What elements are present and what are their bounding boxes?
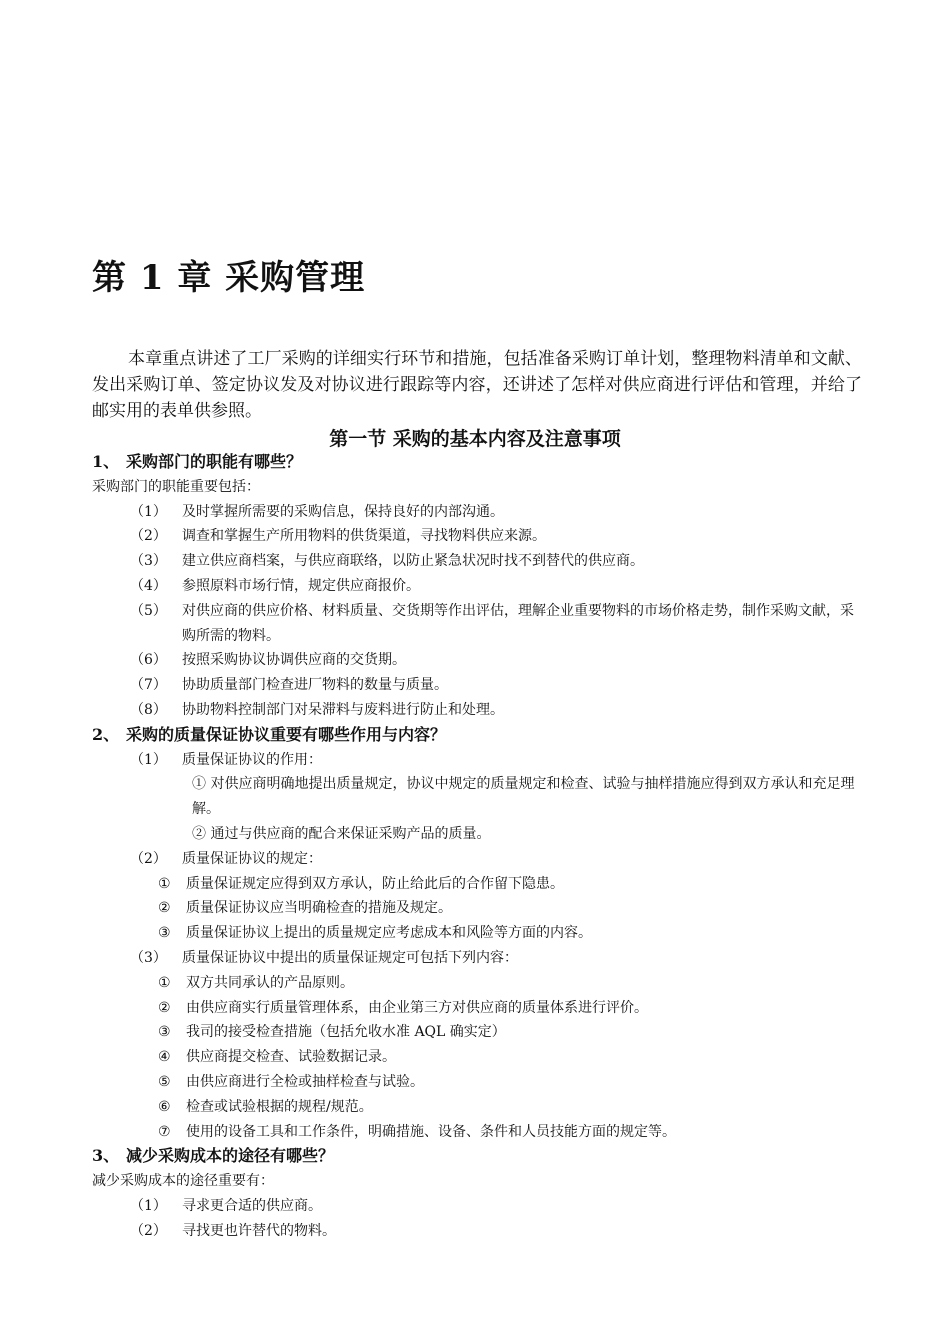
question-3-heading <box>92 1144 862 1169</box>
list-item <box>92 500 862 525</box>
list-item <box>92 698 862 723</box>
sub-item <box>92 1095 862 1120</box>
item-number: （1） <box>130 503 167 520</box>
sub-item <box>92 1070 862 1095</box>
sub-item <box>92 971 862 996</box>
item-number: （3） <box>130 949 167 966</box>
chapter-title: 第 1 章 采购管理 <box>92 258 366 298</box>
item-number: （2） <box>130 1222 167 1239</box>
item-text: 建立供应商档案，与供应商联络，以防止紧急状况时找不到替代的供应商。 <box>182 553 644 570</box>
item-number: （7） <box>130 677 167 694</box>
question-title: 采购部门的职能有哪些？ <box>126 452 303 471</box>
item-text: 参照原料市场行情，规定供应商报价。 <box>182 577 420 594</box>
sub-item <box>92 1020 862 1045</box>
sub-item-number: ② <box>158 999 171 1016</box>
item-number: （8） <box>130 701 167 718</box>
sub-item <box>92 822 862 847</box>
item-number: （5） <box>130 602 167 619</box>
sub-item-text: ② 通过与供应商的配合来保证采购产品的质量。 <box>192 825 491 842</box>
list-item <box>92 549 862 574</box>
sub-item <box>92 896 862 921</box>
section-content <box>92 450 862 1244</box>
sub-item-text: ① 对供应商明确地提出质量规定，协议中规定的质量规定和检查、试验与抽样措施应得到双方承认和充足理解。 <box>192 776 855 818</box>
sub-item <box>92 996 862 1021</box>
list-item <box>92 946 862 971</box>
sub-item-text: 供应商提交检查、试验数据记录。 <box>186 1049 396 1066</box>
item-text: 调查和掌握生产所用物料的供货渠道，寻找物料供应来源。 <box>182 528 546 545</box>
section-title: 第一节 采购的基本内容及注意事项 <box>329 428 621 450</box>
question-2-heading <box>92 723 862 748</box>
sub-item-number: ⑤ <box>158 1073 171 1090</box>
item-text: 按照采购协议协调供应商的交货期。 <box>182 652 406 669</box>
list-item <box>92 599 862 649</box>
sub-item <box>92 772 862 822</box>
sub-item <box>92 921 862 946</box>
sub-item <box>92 1120 862 1145</box>
sub-item-text: 质量保证协议上提出的质量规定应考虑成本和风险等方面的内容。 <box>186 925 592 942</box>
question-number: 1、 <box>92 452 120 471</box>
item-text: 对供应商的供应价格、材料质量、交货期等作出评估，理解企业重要物料的市场价格走势，制作采购文献，采购所需的物料。 <box>182 602 854 644</box>
list-item <box>92 574 862 599</box>
list-item <box>92 673 862 698</box>
item-number: （4） <box>130 577 167 594</box>
item-number: （1） <box>130 1197 167 1214</box>
sub-item-number: ① <box>158 875 171 892</box>
question-1-lead: 采购部门的职能重要包括： <box>92 478 260 495</box>
list-item <box>92 748 862 773</box>
question-title: 采购的质量保证协议重要有哪些作用与内容？ <box>126 724 447 744</box>
sub-item-text: 由供应商实行质量管理体系，由企业第三方对供应商的质量体系进行评价。 <box>186 999 648 1016</box>
item-text: 协助物料控制部门对呆滞料与废料进行防止和处理。 <box>182 701 504 718</box>
question-3-lead: 减少采购成本的途径重要有： <box>92 1173 274 1190</box>
item-text: 协助质量部门检查进厂物料的数量与质量。 <box>182 677 448 694</box>
sub-item <box>92 872 862 897</box>
question-number: 2、 <box>92 724 120 744</box>
chapter-intro: 本章重点讲述了工厂采购的详细实行环节和措施，包括准备采购订单计划，整理物料清单和文献、发出采购订单、签定协议发及对协议进行跟踪等内容，还讲述了怎样对供应商进行评估和管理，并给了邮实用的表单供参照。 <box>92 349 862 421</box>
sub-item-number: ① <box>158 974 171 991</box>
question-number: 3、 <box>92 1146 120 1166</box>
sub-item-text: 质量保证规定应得到双方承认，防止给此后的合作留下隐患。 <box>186 875 564 892</box>
sub-item-text: 由供应商进行全检或抽样检查与试验。 <box>186 1073 424 1090</box>
sub-item-number: ④ <box>158 1049 171 1066</box>
sub-item-number: ③ <box>158 1024 171 1041</box>
list-item <box>92 648 862 673</box>
sub-item-text: 我司的接受检查措施（包括允收水准 AQL 确实定） <box>186 1024 506 1041</box>
sub-item-text: 双方共同承认的产品原则。 <box>186 974 354 991</box>
item-number: （2） <box>130 850 167 867</box>
item-text: 寻找更也许替代的物料。 <box>182 1222 336 1239</box>
list-item <box>92 1194 862 1219</box>
item-number: （6） <box>130 652 167 669</box>
item-number: （1） <box>130 751 167 768</box>
item-number: （3） <box>130 553 167 570</box>
list-item <box>92 524 862 549</box>
sub-item <box>92 1045 862 1070</box>
item-text: 质量保证协议中提出的质量保证规定可包括下列内容： <box>182 949 518 966</box>
sub-item-number: ③ <box>158 925 171 942</box>
sub-item-number: ⑥ <box>158 1098 171 1115</box>
sub-item-number: ⑦ <box>158 1123 171 1140</box>
sub-item-text: 检查或试验根据的规程/规范。 <box>186 1098 373 1115</box>
item-text: 寻求更合适的供应商。 <box>182 1197 322 1214</box>
sub-item-text: 质量保证协议应当明确检查的措施及规定。 <box>186 900 452 917</box>
sub-item-number: ② <box>158 900 171 917</box>
item-text: 及时掌握所需要的采购信息，保持良好的内部沟通。 <box>182 503 504 520</box>
question-1-heading <box>92 450 862 475</box>
item-text: 质量保证协议的规定： <box>182 850 322 867</box>
list-item <box>92 1219 862 1244</box>
sub-item-text: 使用的设备工具和工作条件，明确措施、设备、条件和人员技能方面的规定等。 <box>186 1123 676 1140</box>
question-title: 减少采购成本的途径有哪些？ <box>126 1146 335 1166</box>
item-text: 质量保证协议的作用： <box>182 751 322 768</box>
list-item <box>92 847 862 872</box>
item-number: （2） <box>130 528 167 545</box>
